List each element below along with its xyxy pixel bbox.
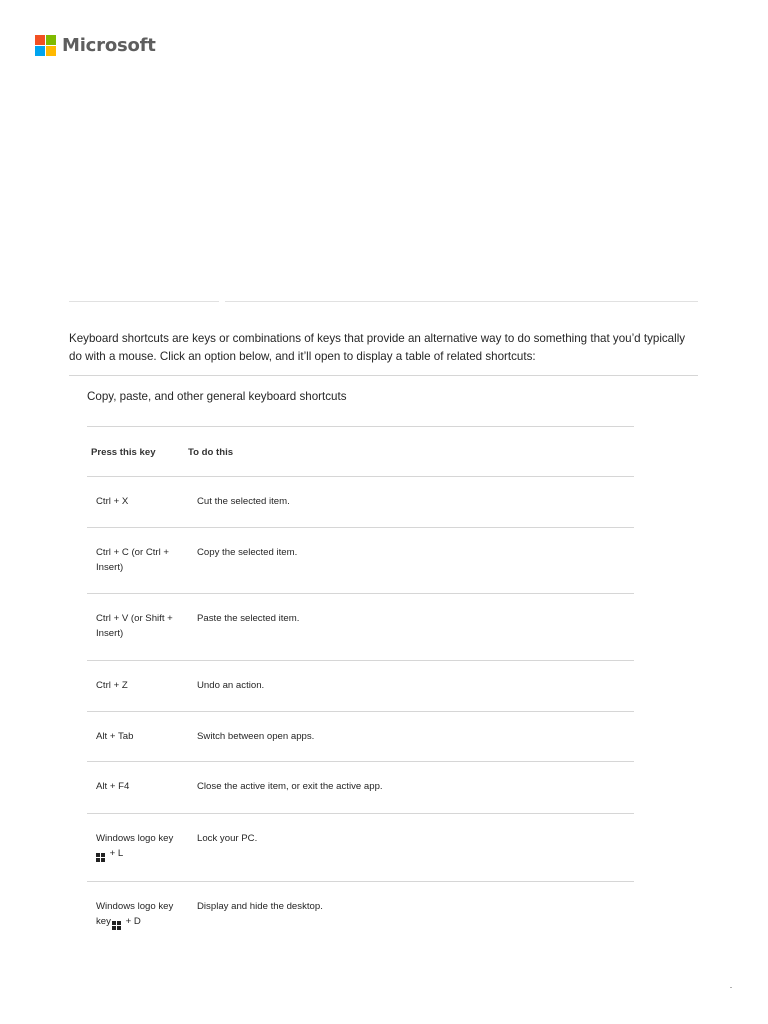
shortcut-key (87, 712, 197, 761)
divider (225, 301, 698, 302)
divider (69, 375, 698, 376)
microsoft-logo[interactable] (35, 35, 156, 56)
shortcut-key (87, 661, 197, 711)
shortcut-key-text: Alt + Tab (96, 731, 134, 742)
shortcut-key-text: Ctrl + V (or Shift + Insert) (96, 613, 173, 639)
shortcut-key (87, 762, 197, 813)
shortcut-action: Paste the selected item. (197, 613, 300, 624)
table-row (87, 712, 634, 762)
shortcut-key-text: Windows logo key (96, 901, 174, 912)
windows-logo-icon (112, 921, 121, 930)
table-row (87, 814, 634, 882)
column-header-action: To do this (188, 447, 234, 458)
table-row (87, 882, 634, 948)
logo-square-blue (35, 46, 45, 56)
shortcut-action: Switch between open apps. (197, 731, 315, 742)
page-mark (730, 987, 732, 988)
table-row (87, 762, 634, 814)
intro-paragraph: Keyboard shortcuts are keys or combinations of keys that provide an alternative way to do something that you’d typically do with a mouse. Click an option below, and it’ll open to display a table of related shortcuts: (69, 332, 686, 363)
shortcut-action: Cut the selected item. (197, 496, 290, 507)
table-row (87, 661, 634, 712)
shortcut-key-text: Ctrl + X (96, 496, 129, 507)
divider (69, 301, 219, 302)
table-row (87, 528, 634, 594)
shortcut-key (87, 477, 197, 527)
shortcut-key-text: Windows logo key (96, 833, 174, 844)
table-row (87, 594, 634, 661)
section-toggle-general-shortcuts[interactable]: Copy, paste, and other general keyboard shortcuts (87, 390, 347, 403)
shortcut-key-suffix: + L (107, 848, 124, 859)
shortcut-action: Copy the selected item. (197, 547, 298, 558)
logo-square-red (35, 35, 45, 45)
shortcut-key (87, 594, 197, 660)
shortcut-action: Undo an action. (197, 680, 265, 691)
shortcut-key (87, 528, 197, 593)
microsoft-logo-icon (35, 35, 56, 56)
logo-square-green (46, 35, 56, 45)
column-header-key: Press this key (91, 447, 156, 458)
windows-logo-icon (96, 853, 105, 862)
shortcut-key-text: Alt + F4 (96, 781, 130, 792)
shortcut-key-suffix: + D (122, 916, 141, 927)
table-header-row (87, 427, 634, 477)
shortcut-action: Close the active item, or exit the active app. (197, 781, 383, 792)
shortcut-key (87, 814, 197, 881)
shortcut-key: Windows logo key key + D (87, 882, 197, 948)
shortcut-action: Lock your PC. (197, 833, 258, 844)
shortcut-key-text: Ctrl + C (or Ctrl + Insert) (96, 547, 170, 573)
brand-name: Microsoft (62, 35, 156, 56)
table-row (87, 477, 634, 528)
logo-square-yellow (46, 46, 56, 56)
shortcuts-table (87, 426, 634, 948)
shortcut-key-text: Ctrl + Z (96, 680, 128, 691)
shortcut-action: Display and hide the desktop. (197, 901, 323, 912)
